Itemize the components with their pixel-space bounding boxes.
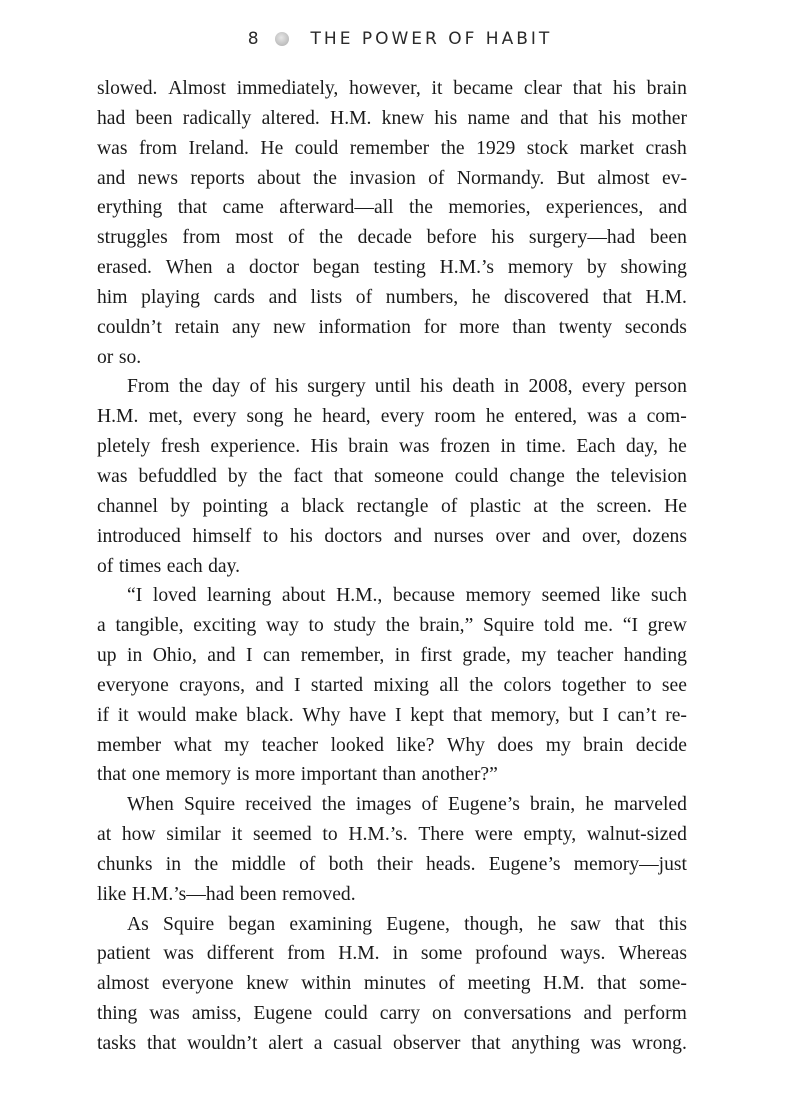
- paragraph: [97, 790, 687, 909]
- text-line: at how similar it seemed to H.M.’s. There were empty, walnut-sized: [97, 824, 687, 846]
- text-line: had been radically altered. H.M. knew his name and that his mother: [97, 107, 687, 129]
- text-line: of times each day.: [97, 555, 241, 577]
- text-line: if it would make black. Why have I kept that memory, but I can’t re-: [97, 704, 687, 726]
- text-line: was from Ireland. He could remember the 1929 stock market crash: [97, 137, 687, 159]
- paragraph: [97, 910, 687, 1059]
- text-line: or so.: [97, 346, 142, 368]
- book-title: THE POWER OF HABIT: [310, 29, 553, 49]
- text-line: erased. When a doctor began testing H.M.’s memory by showing: [97, 257, 687, 279]
- text-line: member what my teacher looked like? Why does my brain decide: [97, 734, 687, 756]
- text-line: a tangible, exciting way to study the brain,” Squire told me. “I grew: [97, 615, 687, 637]
- text-line: him playing cards and lists of numbers, he discovered that H.M.: [97, 286, 687, 308]
- text-line: and news reports about the invasion of Normandy. But almost ev-: [97, 167, 687, 189]
- text-line: up in Ohio, and I can remember, in first grade, my teacher handing: [97, 645, 687, 667]
- bullet-ornament-icon: [275, 32, 289, 46]
- text-line: tasks that wouldn’t alert a casual observer that anything was wrong.: [97, 1033, 687, 1054]
- text-line: was befuddled by the fact that someone could change the television: [97, 465, 687, 487]
- text-line: From the day of his surgery until his death in 2008, every person: [127, 376, 687, 398]
- page-number: 8: [247, 29, 259, 49]
- text-line: struggles from most of the decade before his surgery—had been: [97, 227, 687, 249]
- text-line: introduced himself to his doctors and nurses over and over, dozens: [97, 525, 687, 547]
- paragraph: [97, 372, 687, 581]
- text-line: When Squire received the images of Eugene’s brain, he marveled: [127, 794, 687, 816]
- text-line: like H.M.’s—had been removed.: [97, 883, 356, 905]
- body-text: [97, 74, 687, 1059]
- text-line: thing was amiss, Eugene could carry on conversations and perform: [97, 1003, 687, 1025]
- text-line: patient was different from H.M. in some profound ways. Whereas: [97, 943, 687, 965]
- text-line: everyone crayons, and I started mixing all the colors together to see: [97, 674, 687, 696]
- text-line: almost everyone knew within minutes of meeting H.M. that some-: [97, 973, 687, 995]
- text-line: that one memory is more important than another?”: [97, 764, 498, 786]
- paragraph: [97, 74, 687, 372]
- text-line: “I loved learning about H.M., because memory seemed like such: [127, 585, 687, 607]
- paragraph: [97, 581, 687, 790]
- text-line: pletely fresh experience. His brain was frozen in time. Each day, he: [97, 436, 687, 458]
- running-head: [0, 24, 800, 54]
- text-line: chunks in the middle of both their heads. Eugene’s memory—just: [97, 853, 687, 875]
- text-line: slowed. Almost immediately, however, it became clear that his brain: [97, 78, 687, 99]
- text-line: channel by pointing a black rectangle of plastic at the screen. He: [97, 495, 687, 517]
- text-line: erything that came afterward—all the memories, experiences, and: [97, 197, 687, 219]
- text-line: H.M. met, every song he heard, every room he entered, was a com-: [97, 406, 687, 428]
- text-line: couldn’t retain any new information for more than twenty seconds: [97, 316, 687, 338]
- text-line: As Squire began examining Eugene, though, he saw that this: [127, 913, 687, 935]
